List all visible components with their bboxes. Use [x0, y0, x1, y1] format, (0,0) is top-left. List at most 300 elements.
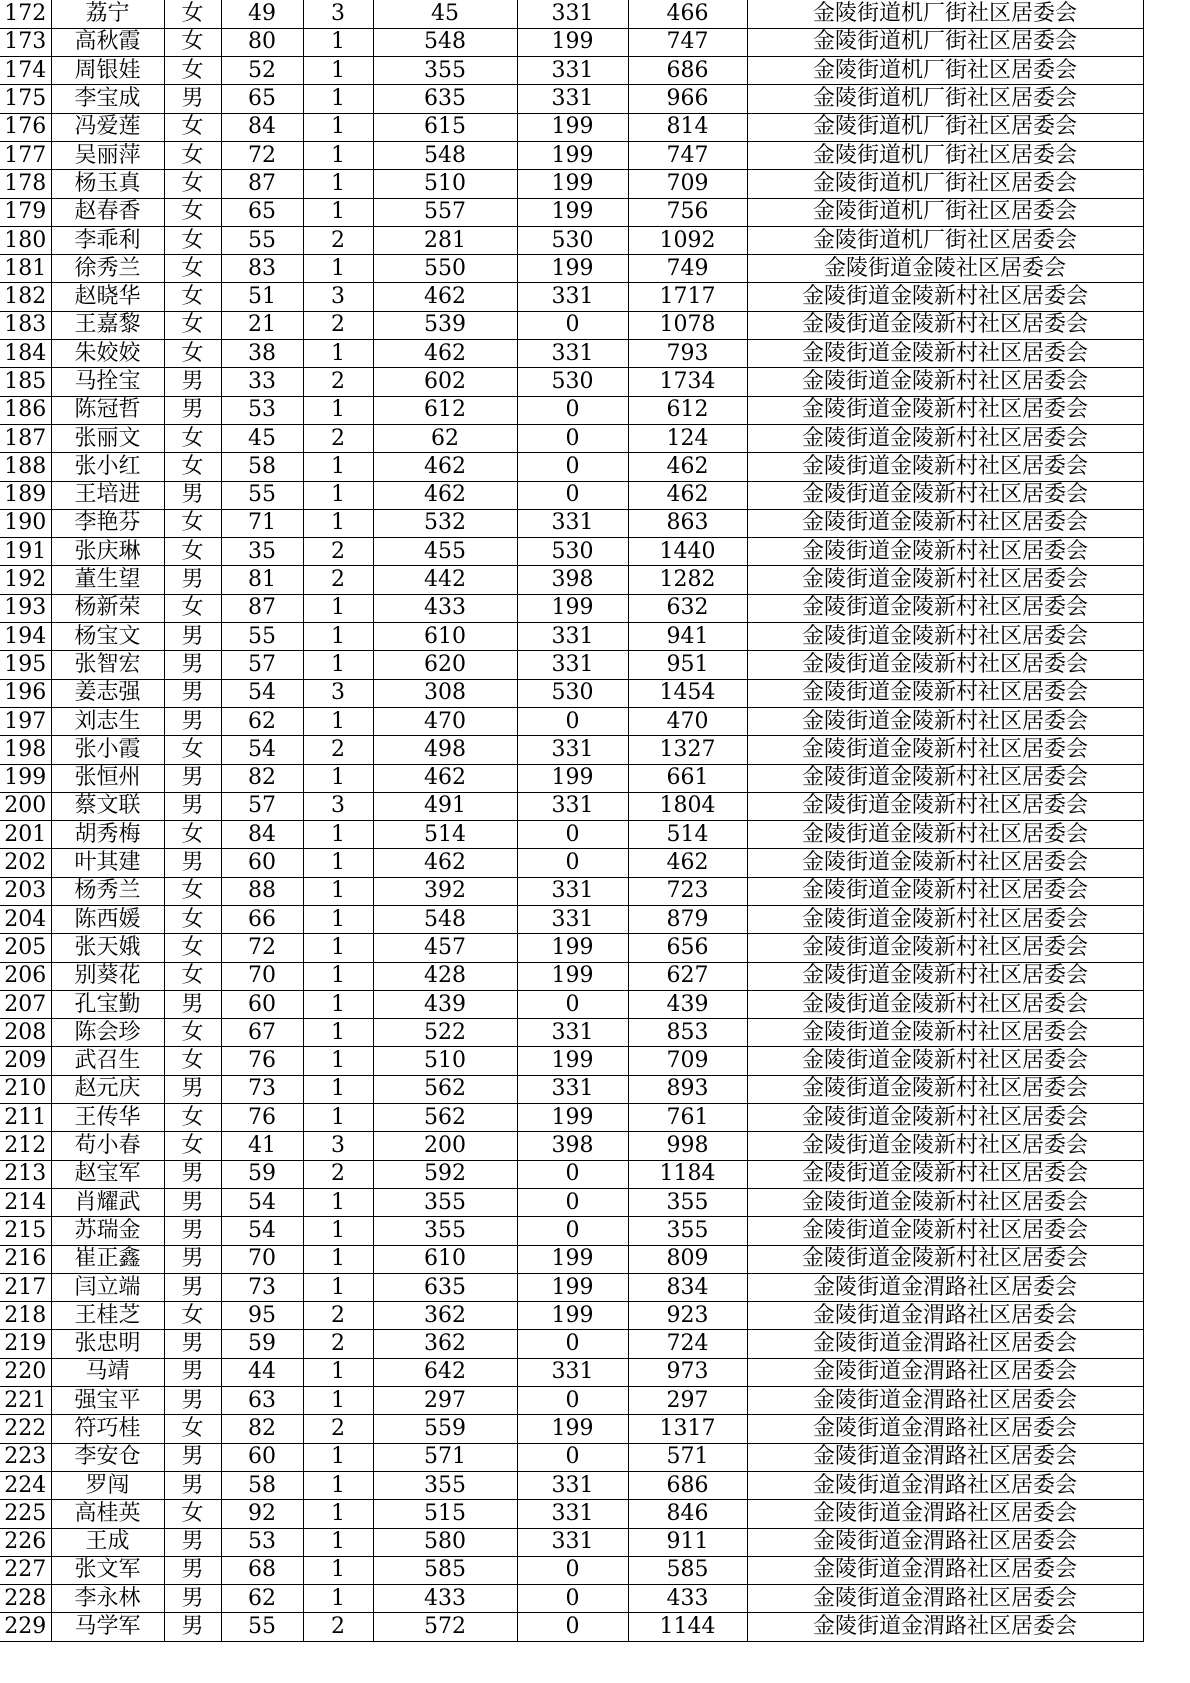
total-cell: 1317 [628, 1415, 747, 1443]
table-row [0, 1556, 1143, 1584]
table-row [0, 1217, 1143, 1245]
table-row [0, 990, 1143, 1018]
community-cell: 金陵街道机厂街社区居委会 [747, 57, 1143, 85]
amount-cell: 433 [373, 594, 517, 622]
count-cell: 1 [303, 113, 373, 141]
table-row [0, 821, 1143, 849]
table-row [0, 453, 1143, 481]
count-cell: 2 [303, 736, 373, 764]
community-cell: 金陵街道金陵新村社区居委会 [747, 623, 1143, 651]
subsidy-cell: 331 [517, 57, 628, 85]
community-cell: 金陵街道机厂街社区居委会 [747, 170, 1143, 198]
total-cell: 470 [628, 707, 747, 735]
name-cell: 王嘉黎 [51, 311, 164, 339]
total-cell: 686 [628, 57, 747, 85]
age-cell: 76 [221, 1047, 303, 1075]
count-cell: 2 [303, 1302, 373, 1330]
subsidy-cell: 0 [517, 424, 628, 452]
total-cell: 853 [628, 1019, 747, 1047]
amount-cell: 510 [373, 170, 517, 198]
count-cell: 3 [303, 283, 373, 311]
table-row [0, 368, 1143, 396]
age-cell: 52 [221, 57, 303, 85]
age-cell: 54 [221, 679, 303, 707]
name-cell: 闫立端 [51, 1273, 164, 1301]
community-cell: 金陵街道金渭路社区居委会 [747, 1302, 1143, 1330]
subsidy-cell: 0 [517, 1387, 628, 1415]
gender-cell: 男 [164, 651, 221, 679]
count-cell: 1 [303, 85, 373, 113]
table-row [0, 1047, 1143, 1075]
row-number: 179 [0, 198, 51, 226]
count-cell: 1 [303, 57, 373, 85]
count-cell: 2 [303, 226, 373, 254]
name-cell: 杨玉真 [51, 170, 164, 198]
total-cell: 1092 [628, 226, 747, 254]
name-cell: 朱姣姣 [51, 340, 164, 368]
name-cell: 周银娃 [51, 57, 164, 85]
total-cell: 814 [628, 113, 747, 141]
name-cell: 苟小春 [51, 1132, 164, 1160]
row-number: 183 [0, 311, 51, 339]
subsidy-cell: 331 [517, 0, 628, 28]
age-cell: 54 [221, 1217, 303, 1245]
total-cell: 998 [628, 1132, 747, 1160]
community-cell: 金陵街道金陵新村社区居委会 [747, 311, 1143, 339]
gender-cell: 女 [164, 340, 221, 368]
count-cell: 2 [303, 566, 373, 594]
age-cell: 54 [221, 736, 303, 764]
gender-cell: 女 [164, 113, 221, 141]
age-cell: 59 [221, 1330, 303, 1358]
community-cell: 金陵街道金陵新村社区居委会 [747, 792, 1143, 820]
amount-cell: 392 [373, 877, 517, 905]
community-cell: 金陵街道金陵新村社区居委会 [747, 990, 1143, 1018]
row-number: 196 [0, 679, 51, 707]
table-row [0, 255, 1143, 283]
total-cell: 433 [628, 1585, 747, 1613]
subsidy-cell: 0 [517, 396, 628, 424]
gender-cell: 女 [164, 255, 221, 283]
name-cell: 强宝平 [51, 1387, 164, 1415]
gender-cell: 男 [164, 1273, 221, 1301]
total-cell: 466 [628, 0, 747, 28]
subsidy-cell: 199 [517, 1273, 628, 1301]
gender-cell: 女 [164, 509, 221, 537]
table-row [0, 1273, 1143, 1301]
gender-cell: 男 [164, 368, 221, 396]
subsidy-cell: 199 [517, 141, 628, 169]
row-number: 218 [0, 1302, 51, 1330]
age-cell: 57 [221, 792, 303, 820]
name-cell: 张小红 [51, 453, 164, 481]
subsidy-cell: 0 [517, 1217, 628, 1245]
count-cell: 1 [303, 821, 373, 849]
count-cell: 3 [303, 1132, 373, 1160]
table-row [0, 1613, 1143, 1641]
row-number: 188 [0, 453, 51, 481]
amount-cell: 610 [373, 623, 517, 651]
gender-cell: 男 [164, 1528, 221, 1556]
count-cell: 1 [303, 764, 373, 792]
subsidy-cell: 331 [517, 792, 628, 820]
subsidy-cell: 199 [517, 1047, 628, 1075]
total-cell: 627 [628, 962, 747, 990]
community-cell: 金陵街道金渭路社区居委会 [747, 1330, 1143, 1358]
community-cell: 金陵街道金陵新村社区居委会 [747, 538, 1143, 566]
amount-cell: 200 [373, 1132, 517, 1160]
name-cell: 杨秀兰 [51, 877, 164, 905]
age-cell: 53 [221, 1528, 303, 1556]
age-cell: 88 [221, 877, 303, 905]
total-cell: 1454 [628, 679, 747, 707]
gender-cell: 女 [164, 170, 221, 198]
subsidy-cell: 0 [517, 707, 628, 735]
count-cell: 1 [303, 255, 373, 283]
count-cell: 1 [303, 962, 373, 990]
table-row [0, 1415, 1143, 1443]
subsidy-cell: 331 [517, 736, 628, 764]
amount-cell: 562 [373, 1104, 517, 1132]
table-row [0, 1132, 1143, 1160]
age-cell: 81 [221, 566, 303, 594]
row-number: 197 [0, 707, 51, 735]
community-cell: 金陵街道机厂街社区居委会 [747, 141, 1143, 169]
total-cell: 834 [628, 1273, 747, 1301]
subsidy-cell: 0 [517, 1613, 628, 1641]
row-number: 210 [0, 1075, 51, 1103]
total-cell: 1440 [628, 538, 747, 566]
name-cell: 吴丽萍 [51, 141, 164, 169]
name-cell: 陈会珍 [51, 1019, 164, 1047]
total-cell: 462 [628, 453, 747, 481]
total-cell: 585 [628, 1556, 747, 1584]
amount-cell: 548 [373, 141, 517, 169]
gender-cell: 女 [164, 141, 221, 169]
community-cell: 金陵街道金渭路社区居委会 [747, 1415, 1143, 1443]
table-row [0, 764, 1143, 792]
community-cell: 金陵街道金陵新村社区居委会 [747, 509, 1143, 537]
row-number: 190 [0, 509, 51, 537]
age-cell: 57 [221, 651, 303, 679]
community-cell: 金陵街道金陵新村社区居委会 [747, 283, 1143, 311]
count-cell: 1 [303, 1273, 373, 1301]
subsidy-cell: 199 [517, 198, 628, 226]
community-cell: 金陵街道金陵新村社区居委会 [747, 962, 1143, 990]
community-cell: 金陵街道金渭路社区居委会 [747, 1528, 1143, 1556]
age-cell: 87 [221, 170, 303, 198]
total-cell: 709 [628, 170, 747, 198]
total-cell: 709 [628, 1047, 747, 1075]
total-cell: 756 [628, 198, 747, 226]
community-cell: 金陵街道金渭路社区居委会 [747, 1613, 1143, 1641]
row-number: 220 [0, 1358, 51, 1386]
amount-cell: 362 [373, 1302, 517, 1330]
community-cell: 金陵街道金陵新村社区居委会 [747, 1132, 1143, 1160]
gender-cell: 女 [164, 1132, 221, 1160]
table-row [0, 566, 1143, 594]
age-cell: 73 [221, 1273, 303, 1301]
subsidy-cell: 331 [517, 85, 628, 113]
name-cell: 符巧桂 [51, 1415, 164, 1443]
count-cell: 2 [303, 368, 373, 396]
gender-cell: 男 [164, 85, 221, 113]
amount-cell: 470 [373, 707, 517, 735]
gender-cell: 女 [164, 424, 221, 452]
table-row [0, 1302, 1143, 1330]
community-cell: 金陵街道金陵新村社区居委会 [747, 481, 1143, 509]
table-row [0, 1387, 1143, 1415]
count-cell: 1 [303, 1075, 373, 1103]
subsidy-cell: 0 [517, 453, 628, 481]
total-cell: 1144 [628, 1613, 747, 1641]
total-cell: 724 [628, 1330, 747, 1358]
gender-cell: 男 [164, 1443, 221, 1471]
name-cell: 李宝成 [51, 85, 164, 113]
age-cell: 71 [221, 509, 303, 537]
community-cell: 金陵街道金渭路社区居委会 [747, 1273, 1143, 1301]
row-number: 174 [0, 57, 51, 85]
amount-cell: 572 [373, 1613, 517, 1641]
amount-cell: 642 [373, 1358, 517, 1386]
amount-cell: 548 [373, 906, 517, 934]
subsidy-cell: 199 [517, 1245, 628, 1273]
table-row [0, 509, 1143, 537]
total-cell: 355 [628, 1217, 747, 1245]
amount-cell: 355 [373, 57, 517, 85]
age-cell: 84 [221, 821, 303, 849]
amount-cell: 491 [373, 792, 517, 820]
community-cell: 金陵街道金陵新村社区居委会 [747, 594, 1143, 622]
age-cell: 55 [221, 623, 303, 651]
age-cell: 72 [221, 934, 303, 962]
age-cell: 49 [221, 0, 303, 28]
row-number: 181 [0, 255, 51, 283]
count-cell: 1 [303, 141, 373, 169]
total-cell: 1734 [628, 368, 747, 396]
table-row [0, 877, 1143, 905]
name-cell: 罗闯 [51, 1471, 164, 1499]
gender-cell: 女 [164, 198, 221, 226]
age-cell: 55 [221, 481, 303, 509]
row-number: 198 [0, 736, 51, 764]
amount-cell: 635 [373, 85, 517, 113]
table-row [0, 57, 1143, 85]
count-cell: 1 [303, 1245, 373, 1273]
gender-cell: 女 [164, 1047, 221, 1075]
total-cell: 612 [628, 396, 747, 424]
total-cell: 749 [628, 255, 747, 283]
total-cell: 966 [628, 85, 747, 113]
community-cell: 金陵街道金陵新村社区居委会 [747, 651, 1143, 679]
row-number: 203 [0, 877, 51, 905]
amount-cell: 281 [373, 226, 517, 254]
subsidy-cell: 199 [517, 28, 628, 56]
amount-cell: 362 [373, 1330, 517, 1358]
community-cell: 金陵街道金渭路社区居委会 [747, 1556, 1143, 1584]
table-row [0, 934, 1143, 962]
amount-cell: 612 [373, 396, 517, 424]
amount-cell: 510 [373, 1047, 517, 1075]
gender-cell: 男 [164, 1358, 221, 1386]
amount-cell: 615 [373, 113, 517, 141]
name-cell: 张小霞 [51, 736, 164, 764]
subsidy-cell: 331 [517, 1358, 628, 1386]
name-cell: 马学军 [51, 1613, 164, 1641]
amount-cell: 462 [373, 283, 517, 311]
row-number: 224 [0, 1471, 51, 1499]
gender-cell: 女 [164, 283, 221, 311]
name-cell: 徐秀兰 [51, 255, 164, 283]
age-cell: 87 [221, 594, 303, 622]
amount-cell: 592 [373, 1160, 517, 1188]
total-cell: 941 [628, 623, 747, 651]
subsidy-cell: 398 [517, 566, 628, 594]
subsidy-cell: 331 [517, 1075, 628, 1103]
age-cell: 60 [221, 849, 303, 877]
row-number: 228 [0, 1585, 51, 1613]
gender-cell: 男 [164, 707, 221, 735]
community-cell: 金陵街道金陵新村社区居委会 [747, 1047, 1143, 1075]
count-cell: 1 [303, 340, 373, 368]
gender-cell: 男 [164, 1471, 221, 1499]
gender-cell: 男 [164, 1330, 221, 1358]
subsidy-cell: 0 [517, 311, 628, 339]
total-cell: 1184 [628, 1160, 747, 1188]
name-cell: 李艳芬 [51, 509, 164, 537]
community-cell: 金陵街道金陵社区居委会 [747, 255, 1143, 283]
community-cell: 金陵街道金渭路社区居委会 [747, 1443, 1143, 1471]
community-cell: 金陵街道金渭路社区居委会 [747, 1585, 1143, 1613]
table-row [0, 623, 1143, 651]
subsidy-cell: 199 [517, 934, 628, 962]
age-cell: 67 [221, 1019, 303, 1047]
row-number: 226 [0, 1528, 51, 1556]
row-number: 204 [0, 906, 51, 934]
count-cell: 1 [303, 594, 373, 622]
table-row [0, 396, 1143, 424]
community-cell: 金陵街道金陵新村社区居委会 [747, 679, 1143, 707]
table-row [0, 849, 1143, 877]
name-cell: 冯爱莲 [51, 113, 164, 141]
table-row [0, 113, 1143, 141]
table-row [0, 340, 1143, 368]
age-cell: 62 [221, 707, 303, 735]
name-cell: 陈冠哲 [51, 396, 164, 424]
name-cell: 武召生 [51, 1047, 164, 1075]
community-cell: 金陵街道机厂街社区居委会 [747, 198, 1143, 226]
row-number: 208 [0, 1019, 51, 1047]
amount-cell: 308 [373, 679, 517, 707]
age-cell: 73 [221, 1075, 303, 1103]
row-number: 202 [0, 849, 51, 877]
count-cell: 1 [303, 990, 373, 1018]
community-cell: 金陵街道金陵新村社区居委会 [747, 1019, 1143, 1047]
name-cell: 杨新荣 [51, 594, 164, 622]
subsidy-cell: 530 [517, 226, 628, 254]
count-cell: 2 [303, 1415, 373, 1443]
total-cell: 1717 [628, 283, 747, 311]
community-cell: 金陵街道金陵新村社区居委会 [747, 1188, 1143, 1216]
gender-cell: 男 [164, 1217, 221, 1245]
table-row [0, 170, 1143, 198]
amount-cell: 620 [373, 651, 517, 679]
age-cell: 55 [221, 1613, 303, 1641]
count-cell: 1 [303, 1019, 373, 1047]
count-cell: 1 [303, 1443, 373, 1471]
gender-cell: 女 [164, 311, 221, 339]
table-row [0, 226, 1143, 254]
gender-cell: 男 [164, 1160, 221, 1188]
subsidy-cell: 199 [517, 113, 628, 141]
row-number: 177 [0, 141, 51, 169]
name-cell: 高桂英 [51, 1500, 164, 1528]
row-number: 195 [0, 651, 51, 679]
total-cell: 747 [628, 28, 747, 56]
community-cell: 金陵街道金陵新村社区居委会 [747, 849, 1143, 877]
row-number: 199 [0, 764, 51, 792]
amount-cell: 498 [373, 736, 517, 764]
gender-cell: 男 [164, 396, 221, 424]
name-cell: 张庆琳 [51, 538, 164, 566]
amount-cell: 550 [373, 255, 517, 283]
amount-cell: 428 [373, 962, 517, 990]
name-cell: 陈西媛 [51, 906, 164, 934]
count-cell: 1 [303, 1104, 373, 1132]
row-number: 227 [0, 1556, 51, 1584]
community-cell: 金陵街道机厂街社区居委会 [747, 226, 1143, 254]
name-cell: 荔宁 [51, 0, 164, 28]
table-row [0, 1585, 1143, 1613]
row-number: 193 [0, 594, 51, 622]
age-cell: 68 [221, 1556, 303, 1584]
name-cell: 孔宝勤 [51, 990, 164, 1018]
gender-cell: 男 [164, 1188, 221, 1216]
table-row [0, 1471, 1143, 1499]
row-number: 186 [0, 396, 51, 424]
count-cell: 1 [303, 906, 373, 934]
name-cell: 杨宝文 [51, 623, 164, 651]
gender-cell: 男 [164, 1387, 221, 1415]
gender-cell: 女 [164, 821, 221, 849]
count-cell: 1 [303, 1217, 373, 1245]
table-row [0, 792, 1143, 820]
count-cell: 1 [303, 1556, 373, 1584]
name-cell: 马拴宝 [51, 368, 164, 396]
table-row [0, 1330, 1143, 1358]
count-cell: 1 [303, 509, 373, 537]
count-cell: 1 [303, 1387, 373, 1415]
row-number: 178 [0, 170, 51, 198]
table-row [0, 1160, 1143, 1188]
gender-cell: 女 [164, 1019, 221, 1047]
name-cell: 赵春香 [51, 198, 164, 226]
table-row [0, 1443, 1143, 1471]
subsidy-cell: 199 [517, 1415, 628, 1443]
community-cell: 金陵街道金陵新村社区居委会 [747, 821, 1143, 849]
amount-cell: 635 [373, 1273, 517, 1301]
age-cell: 21 [221, 311, 303, 339]
row-number: 184 [0, 340, 51, 368]
name-cell: 赵晓华 [51, 283, 164, 311]
age-cell: 54 [221, 1188, 303, 1216]
age-cell: 55 [221, 226, 303, 254]
gender-cell: 女 [164, 0, 221, 28]
row-number: 219 [0, 1330, 51, 1358]
subsidy-cell: 331 [517, 283, 628, 311]
total-cell: 514 [628, 821, 747, 849]
gender-cell: 男 [164, 1556, 221, 1584]
